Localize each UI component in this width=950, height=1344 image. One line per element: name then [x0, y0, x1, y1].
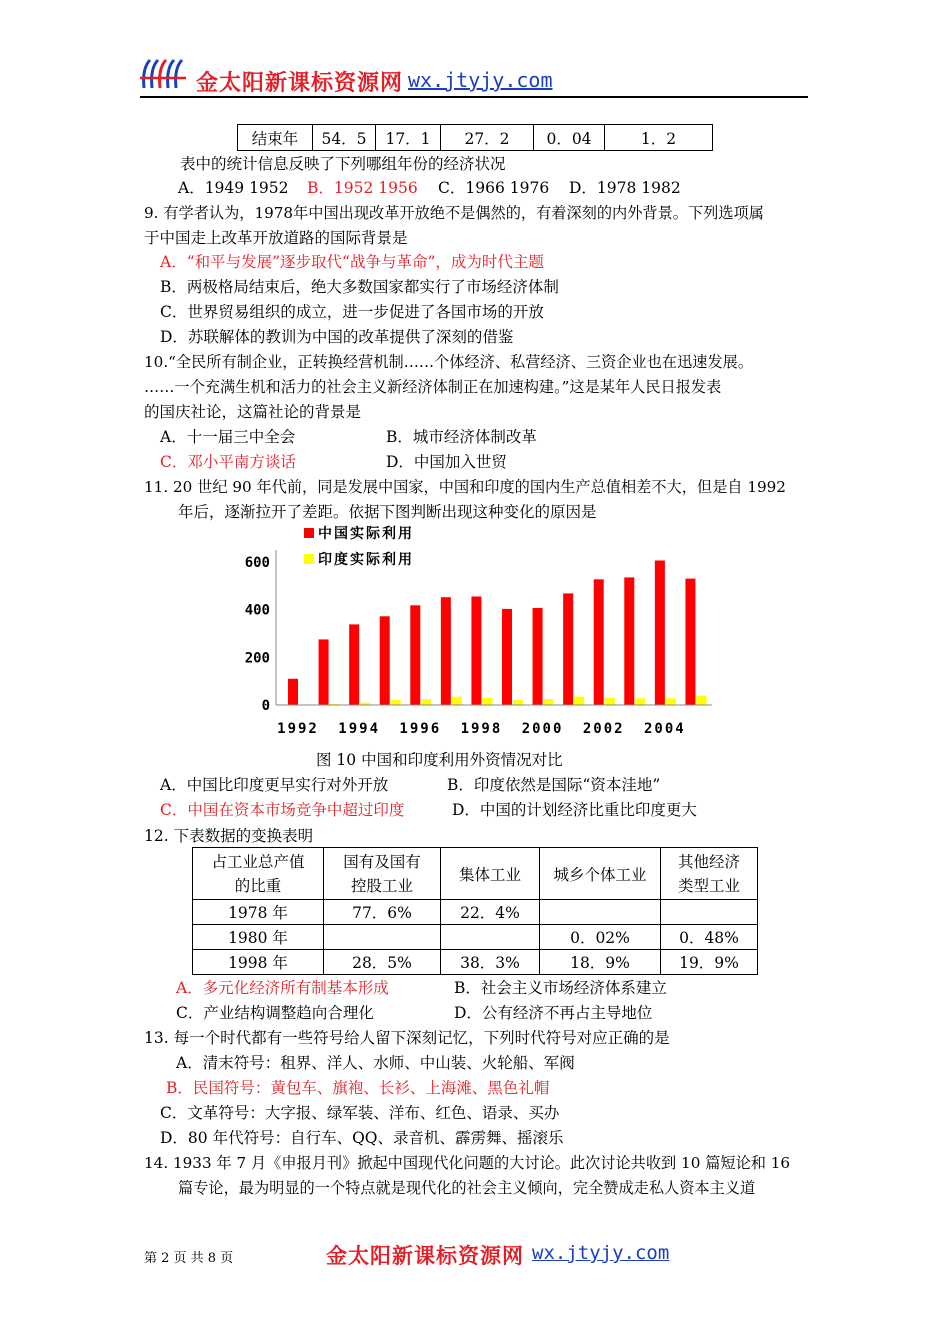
- table-cell: 28．5%: [324, 950, 441, 975]
- bar-india-2003: [635, 698, 645, 705]
- q12-header: 其他经济 类型工业: [661, 848, 758, 900]
- table-cell: 1．2: [605, 125, 713, 151]
- q9-option-b: B．两极格局结束后，绝大多数国家都实行了市场经济体制: [160, 278, 559, 296]
- q11-stem-line1: 11. 20 世纪 90 年代前，同是发展中国家，中国和印度的国内生产总值相差不大，但是自 1992: [144, 478, 786, 496]
- table-cell: 77．6%: [324, 900, 441, 925]
- table-cell: [661, 900, 758, 925]
- table-cell: [324, 925, 441, 950]
- bar-china-1997: [441, 597, 451, 705]
- bar-china-1998: [471, 597, 481, 706]
- x-tick-label: 1996: [399, 721, 442, 737]
- table-row: [193, 950, 758, 975]
- x-tick-label: 1992: [277, 721, 319, 737]
- table-row: [193, 925, 758, 950]
- top-table: [237, 124, 713, 151]
- q11-option-d: D．中国的计划经济比重比印度更大: [452, 801, 697, 819]
- header-url-link[interactable]: wx.jtyjy.com: [408, 68, 553, 92]
- bar-china-2001: [563, 593, 573, 705]
- bar-india-2004: [666, 698, 676, 705]
- y-tick-label: 600: [244, 554, 270, 571]
- bar-india-1995: [391, 700, 401, 705]
- table-cell: 27．2: [441, 125, 534, 151]
- q9-stem-line1: 9. 有学者认为，1978年中国出现改革开放绝不是偶然的，有着深刻的内外背景。下列选项属: [144, 204, 764, 222]
- table-cell: [540, 900, 661, 925]
- q12-header: 占工业总产值 的比重: [193, 848, 324, 900]
- table-row: [193, 900, 758, 925]
- bar-india-2002: [605, 698, 615, 705]
- bar-china-1996: [410, 605, 420, 705]
- bar-india-1999: [513, 700, 523, 705]
- footer-site-name: 金太阳新课标资源网: [326, 1244, 524, 1268]
- q8-option-c: C．1966 1976: [438, 179, 550, 197]
- q9-stem-line2: 于中国走上改革开放道路的国际背景是: [144, 229, 408, 247]
- q8-option-d: D．1978 1982: [569, 179, 681, 197]
- bar-china-2002: [594, 579, 604, 705]
- x-tick-label: 2000: [521, 721, 564, 737]
- q12-table: [192, 847, 758, 975]
- table-cell: 54．5: [313, 125, 376, 151]
- q10-option-a: A．十一届三中全会: [160, 428, 296, 446]
- bar-india-2005: [696, 696, 706, 705]
- y-tick-label: 0: [261, 698, 270, 714]
- y-tick-label: 400: [244, 602, 270, 619]
- table-cell: 18．9%: [540, 950, 661, 975]
- bar-china-2004: [655, 560, 665, 705]
- q10-stem-line2: ……一个充满生机和活力的社会主义新经济体制正在加速构建。”这是某年人民日报发表: [144, 378, 722, 396]
- q12-option-a: A．多元化经济所有制基本形成: [176, 979, 389, 997]
- q11-option-c: C．中国在资本市场竞争中超过印度: [160, 801, 405, 819]
- q11-option-b: B．印度依然是国际“资本洼地”: [447, 776, 661, 794]
- q10-stem-line3: 的国庆社论，这篇社论的背景是: [144, 403, 362, 421]
- bar-china-2005: [685, 579, 695, 705]
- q9-option-d: D．苏联解体的教训为中国的改革提供了深刻的借鉴: [160, 328, 514, 346]
- bar-china-2000: [533, 608, 543, 705]
- q9-option-c: C．世界贸易组织的成立，进一步促进了各国市场的开放: [160, 303, 544, 321]
- q10-option-d: D．中国加入世贸: [386, 453, 507, 471]
- footer-url-link[interactable]: wx.jtyjy.com: [532, 1242, 670, 1264]
- q12-option-d: D．公有经济不再占主导地位: [454, 1004, 653, 1022]
- q10-option-c: C．邓小平南方谈话: [160, 453, 296, 471]
- x-tick-label: 2002: [582, 721, 625, 737]
- legend-swatch: [304, 554, 314, 564]
- x-tick-label: 1998: [460, 721, 503, 737]
- chart-caption: 图 10 中国和印度利用外资情况对比: [316, 751, 563, 769]
- q14-stem-line2: 篇专论，最为明显的一个特点就是现代化的社会主义倾向，完全赞成走私人资本主义道: [178, 1179, 756, 1197]
- bar-china-2003: [624, 577, 634, 705]
- bar-india-1997: [452, 697, 462, 705]
- table-cell: 1978 年: [193, 900, 324, 925]
- bar-india-1996: [421, 699, 431, 705]
- q12-header: 集体工业: [441, 848, 540, 900]
- bar-china-1999: [502, 609, 512, 705]
- q11-option-a: A．中国比印度更早实行对外开放: [160, 776, 389, 794]
- table-cell: 1998 年: [193, 950, 324, 975]
- legend-label: 印度实际利用: [318, 552, 414, 568]
- header-rule: [140, 96, 808, 98]
- q13-stem: 13. 每一个时代都有一些符号给人留下深刻记忆，下列时代符号对应正确的是: [144, 1029, 670, 1047]
- q13-option-b: B．民国符号：黄包车、旗袍、长衫、上海滩、黑色礼帽: [166, 1079, 550, 1097]
- header: [140, 48, 808, 98]
- site-logo: [140, 54, 190, 94]
- header-site-name: 金太阳新课标资源网: [196, 71, 404, 96]
- q12-stem: 12. 下表数据的变换表明: [144, 827, 314, 845]
- x-tick-label: 2004: [643, 721, 686, 737]
- table-cell: 1980 年: [193, 925, 324, 950]
- bar-india-1998: [482, 698, 492, 705]
- q14-stem-line1: 14. 1933 年 7 月《申报月刊》掀起中国现代化问题的大讨论。此次讨论共收到 10 篇短论和 16: [144, 1154, 791, 1172]
- q10-option-b: B．城市经济体制改革: [386, 428, 537, 446]
- table-cell: 17．1: [376, 125, 441, 151]
- page-number: 第 2 页 共 8 页: [144, 1251, 234, 1266]
- table-cell: [441, 925, 540, 950]
- x-tick-label: 1994: [338, 721, 381, 737]
- q12-header: 国有及国有 控股工业: [324, 848, 441, 900]
- legend-swatch: [304, 528, 314, 538]
- bar-china-1992: [288, 679, 298, 705]
- table-cell: 0．02%: [540, 925, 661, 950]
- bar-china-1995: [380, 616, 390, 705]
- table-cell: 0．04: [534, 125, 605, 151]
- bar-india-2000: [544, 699, 554, 705]
- q8-option-b: B．1952 1956: [307, 179, 418, 197]
- q11-stem-line2: 年后，逐渐拉开了差距。依据下图判断出现这种变化的原因是: [178, 503, 597, 521]
- legend-label: 中国实际利用: [318, 526, 414, 542]
- bar-china-1994: [349, 624, 359, 705]
- q12-option-b: B．社会主义市场经济体系建立: [454, 979, 667, 997]
- q10-stem-line1: 10.“全民所有制企业，正转换经营机制……个体经济、私营经济、三资企业也在迅速发展。: [144, 353, 754, 371]
- fdi-bar-chart: [232, 520, 722, 742]
- table-cell: 0．48%: [661, 925, 758, 950]
- bar-china-1993: [319, 639, 329, 705]
- table-cell: 38．3%: [441, 950, 540, 975]
- table-row-label: 结束年: [238, 125, 313, 151]
- bar-india-2001: [574, 697, 584, 705]
- q9-option-a: A．“和平与发展”逐步取代“战争与革命”，成为时代主题: [160, 253, 544, 271]
- table-cell: 19．9%: [661, 950, 758, 975]
- q8-option-a: A．1949 1952: [178, 179, 289, 197]
- q12-option-c: C．产业结构调整趋向合理化: [176, 1004, 374, 1022]
- table-cell: 22．4%: [441, 900, 540, 925]
- q13-option-c: C．文革符号：大字报、绿军装、洋布、红色、语录、买办: [160, 1104, 560, 1122]
- y-tick-label: 200: [244, 650, 270, 667]
- q8-stem: 表中的统计信息反映了下列哪组年份的经济状况: [180, 155, 506, 173]
- q13-option-d: D．80 年代符号：自行车、QQ、录音机、霹雳舞、摇滚乐: [160, 1129, 564, 1147]
- q12-header: 城乡个体工业: [540, 848, 661, 900]
- q13-option-a: A．清末符号：租界、洋人、水师、中山装、火轮船、军阀: [176, 1054, 575, 1072]
